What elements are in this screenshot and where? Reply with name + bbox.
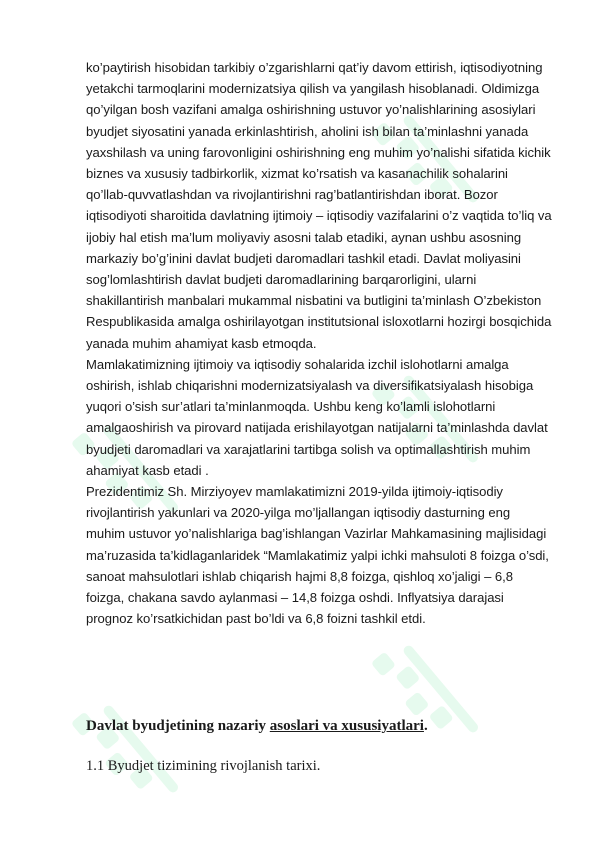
leaf-logo-icon [371,636,480,755]
heading-underlined-text: asoslari va xususiyatlari [269,718,424,734]
paragraph: ko’paytirish hisobidan tarkibiy o’zgarishlarni qat’iy davom ettirish, iqtisodiyotning yetakchi tarmoqlarini modernizatsiya qilish va yangilash hisoblanadi. Oldimizga qo’yilgan bosh vazifani amalga oshirishning ustuvor yo’nalishlarining asosiylari byudjet siyosatini yanada erkinlashtirish, aholini ish bilan ta’minlashni yanada yaxshilash va uning farovonligini oshirishning eng muhim yo’nalishi sifatida kichik biznes va xususiy tadbirkorlik, xizmat ko’rsatish va kasanachilik sohalarini qo’llab-quvvatlashdan va rivojlantirishni rag’batlantirishdan iborat. Bozor iqtisodiyoti sharoitida davlatning ijtimoiy – iqtisodiy vazifalarini o’z vaqtida to’liq va ijobiy hal etish ma’lum moliyaviy asosni talab etadiki, aynan ushbu asosning markaziy bo’g’inini davlat budjeti daromadlari tashkil etadi. Davlat moliyasini sog’lomlashtirish davlat budjeti daromadlarining barqarorligini, ularni shakillantirish manbalari mukammal nisbatini va butligini ta’minlash O’zbekiston Respublikasida amalga oshirilayotgan institutsional isloxotlarni hozirgi bosqichida yanada muhim ahamiyat kasb etmoqda. [86,60,552,351]
section-heading [86,718,552,735]
paragraph: Mamlakatimizning ijtimoiy va iqtisodiy sohalarida izchil islohotlarni amalga oshirish, ishlab chiqarishni modernizatsiyalash va diversifikatsiyalash hisobiga yuqori o’sish sur’atlari ta’minlanmoqda. Ushbu keng ko’lamli islohotlarni amalgaoshirish va pirovard natijada erishilayotgan natijalarni ta’minlashda davlat byudjeti daromadlari va xarajatlarini tartibga solish va optimallashtirish muhim ahamiyat kasb etadi . [86,356,548,478]
paragraph: Prezidentimiz Sh. Mirziyoyev mamlakatimizni 2019-yilda ijtimoiy-iqtisodiy rivojlantirish yakunlari va 2020-yilga mo’ljallangan iqtisodiy dasturning eng muhim ustuvor yo’nalishlariga bag’ishlangan Vazirlar Mahkamasining majlisidagi ma’ruzasida ta’kidlaganlaridek “Mamlakatimiz yalpi ichki mahsuloti 8 foizga o’sdi, sanoat mahsulotlari ishlab chiqarish hajmi 8,8 foizga, qishloq xo’jaligi – 6,8 foizga, chakana savdo aylanmasi – 14,8 foizga oshdi. Inflyatsiya darajasi prognoz ko’rsatkichidan past bo’ldi va 6,8 foizni tashkil etdi. [86,484,549,627]
heading-text: Davlat byudjetining nazariy [86,718,270,734]
body-text [86,57,552,629]
heading-end: . [423,718,428,734]
watermark-shape [371,651,396,676]
leaf-logo-icon [71,696,180,815]
watermark-shape [395,665,420,690]
watermark-shape [404,691,429,716]
subsection-heading: 1.1 Byudjet tizimining rivojlanish tarixi. [86,758,321,774]
